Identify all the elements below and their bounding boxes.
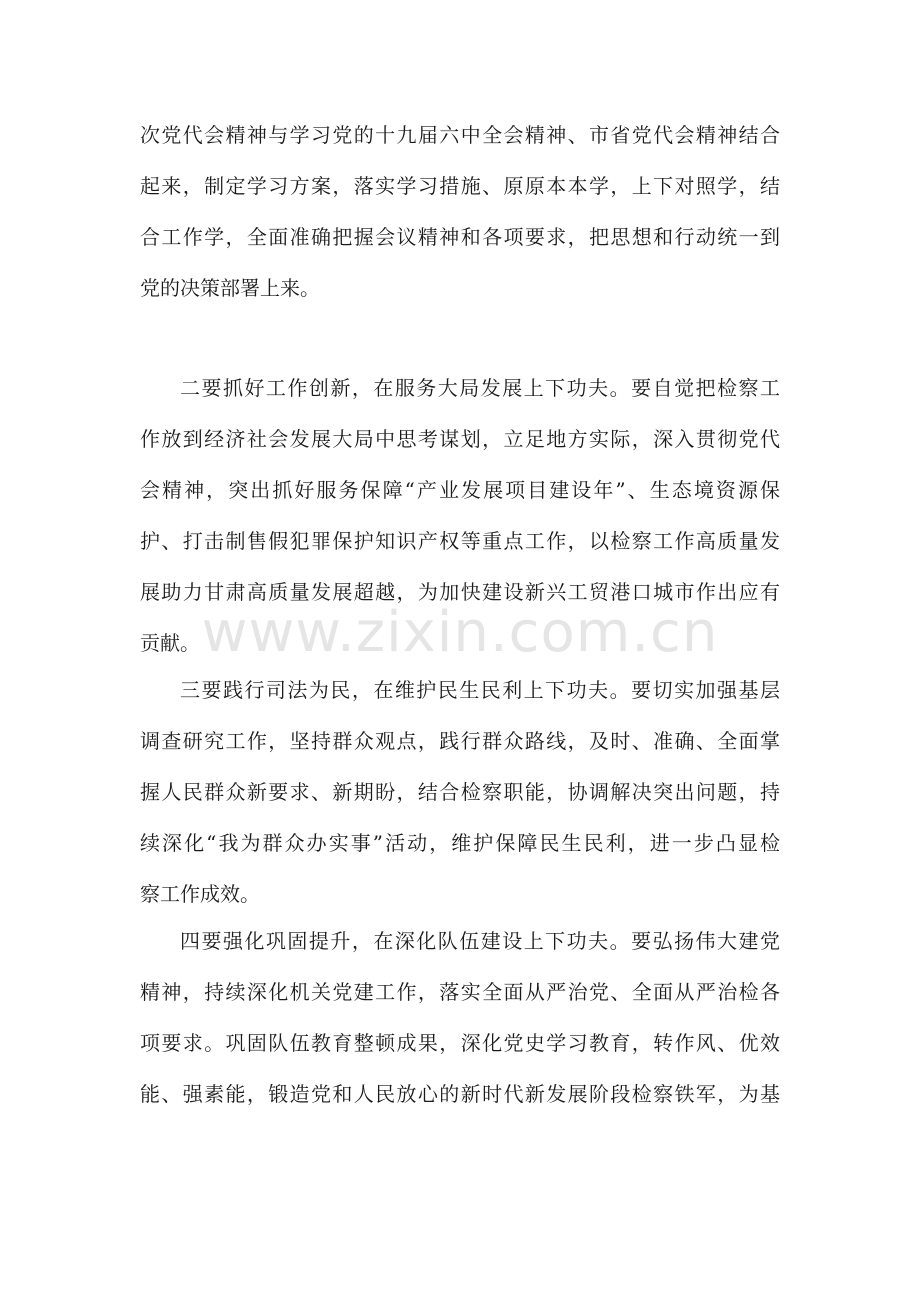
paragraph-line: 项要求。巩固队伍教育整顿成果，深化党史学习教育，转作风、优效 (140, 1031, 780, 1055)
paragraph-line: 护、打击制售假犯罪保护知识产权等重点工作，以检察工作高质量发 (140, 529, 780, 553)
paragraph-line: 作放到经济社会发展大局中思考谋划，立足地方实际，深入贯彻党代 (140, 427, 780, 451)
watermark: www.zixin.com.cn (201, 600, 719, 665)
paragraph-line: 握人民群众新要求、新期盼，结合检察职能，协调解决突出问题，持 (140, 780, 780, 804)
paragraph-line: 党的决策部署上来。 (140, 276, 320, 300)
paragraph-line: 二要抓好工作创新，在服务大局发展上下功夫。要自觉把检察工 (180, 376, 780, 400)
paragraph-line: 察工作成效。 (140, 882, 260, 906)
paragraph-line: 四要强化巩固提升，在深化队伍建设上下功夫。要弘扬伟大建党 (180, 929, 780, 953)
paragraph-line: 能、强素能，锻造党和人民放心的新时代新发展阶段检察铁军，为基 (140, 1082, 780, 1106)
paragraph-1 (140, 110, 780, 314)
paragraph-line: 调查研究工作，坚持群众观点，践行群众路线，及时、准确、全面掌 (140, 729, 780, 753)
paragraph-line: 次党代会精神与学习党的十九届六中全会精神、市省党代会精神结合 (140, 123, 780, 147)
paragraph-line: 三要践行司法为民，在维护民生民利上下功夫。要切实加强基层 (180, 678, 780, 702)
paragraph-line: 精神，持续深化机关党建工作，落实全面从严治党、全面从严治检各 (140, 980, 780, 1004)
paragraph-line: 会精神，突出抓好服务保障“产业发展项目建设年”、生态境资源保 (140, 478, 780, 502)
paragraph-line: 展助力甘肃高质量发展超越，为加快建设新兴工贸港口城市作出应有 (140, 580, 780, 604)
paragraph-line: 合工作学，全面准确把握会议精神和各项要求，把思想和行动统一到 (140, 225, 780, 249)
paragraph-line: 贡献。 (140, 631, 200, 655)
paragraph-4 (140, 916, 780, 1120)
paragraph-line: 起来，制定学习方案，落实学习措施、原原本本学，上下对照学，结 (140, 174, 780, 198)
paragraph-line: 续深化“我为群众办实事”活动，维护保障民生民利，进一步凸显检 (140, 831, 780, 855)
paragraph-3 (140, 665, 780, 920)
